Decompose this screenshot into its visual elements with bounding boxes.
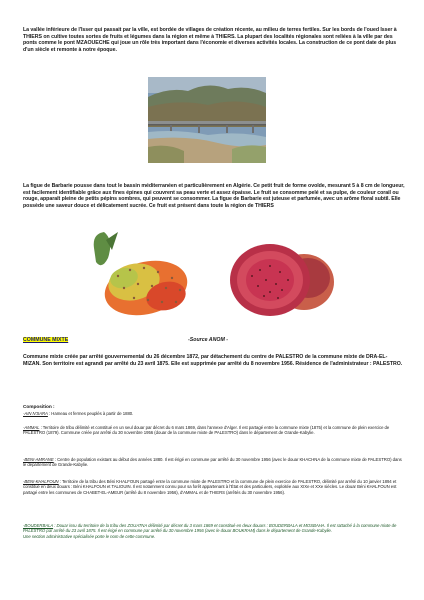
list-item-text: : Territoire de tribu délimité et constitué en un seul douar par décret du 6 mars 1869, dans l'annexe d'Alger. Il est partagé entre la commune mixte (1875) et la commune de plein exercice de PALESTRO (1879). Commune créée par arrêté du 30 novembre 1956 (douar de la commune mixte de PALESTRO) dans le département de Grande-Kabylie. (23, 425, 390, 436)
list-item (23, 411, 405, 416)
bridge-photo (148, 77, 266, 163)
list-item-text: : Centre de population existant au début des années 1880. Il est érigé en commune par arrêté du 30 novembre 1956 (avec le douar KHACHNA de la commune mixte de PALESTRO) dans le département de Grande-Kabylie. (23, 457, 402, 468)
list-item (23, 523, 405, 539)
prickly-pear-whole-photo (88, 230, 201, 320)
commune-description: Commune mixte créée par arrêté gouvernemental du 26 décembre 1872, par détachement du centre de PALESTRO de la commune mixte de DRA-EL-MIZAN. Son territoire est agrandi par arrêté du 23 avril 1875. Elle est supprimée par arrêté du 8 novembre 1956. Résidence de l'administrateur : PALESTRO. (23, 354, 403, 367)
commune-header-row (23, 337, 405, 345)
prickly-pear-paragraph: La figue de Barbarie pousse dans tout le bassin méditerranéen et particulièrement en Algérie. Ce petit fruit de forme ovoïde, mesurant 5 à 8 cm de longueur, est facilement identifiable grâce aux fines épines qui couvrent sa peau verte et assez épaisse. Le fruit se consomme pelé et sa pulpe, de couleur corail ou rouge, apparaît pleine de petits pépins sombres, qui peuvent se consommer. La figue de Barbarie est juteuse et parfumée, avec un arôme floral subtil. Elle possède une saveur douce et délicatement sucrée. Ce fruit est présent dans toute la région de THIERS (23, 183, 405, 209)
list-item (23, 479, 405, 495)
list-item (23, 425, 405, 436)
list-item-name: -BOUDERBALA (23, 523, 54, 528)
list-item-name: -BENI-KHALFOUN (23, 479, 59, 484)
intro-paragraph: La vallée inférieure de l'Isser qui passait par la ville, est bordée de villages de création récente, au milieu de terres fertiles. Sur les bords de l'oued Isser à THIERS on cultive toutes sortes de fruits et légumes dans la région et même à THIERS. La plupart des localités régionales sont reliées à la ville par des ponts comme le pont MZAOUECHE qui joue un rôle très important dans l'économie et diverses activités locales. La construction de ce pont date de plus d'un siècle et remonte à notre époque. (23, 27, 397, 53)
list-item-text: : Territoire de la tribu des Béni KHALFOUN partagé entre la commune mixte de PALESTRO et la commune de plein exercice de PALESTRO, délimité par arrêté du 10 janvier 1894 et constitué en deux douars : Béni KHALFOUN et TALIOUIN. Il est notamment connu pour sa forêt appartenant à l'État et des particuliers, exploitée aux XIXe et XXe siècles. Le douar Béni KHALFOUN est partagé entre les communes de CHABET-EL-AMEUR (arrêté du 8 novembre 1956), d'AMMAL et de THIERS (arrêtés du 30 novembre 1956). (23, 479, 397, 495)
prickly-pear-cut-photo (222, 230, 340, 322)
list-item-name: -BENI-AMRANE (23, 457, 54, 462)
composition-heading: Composition : (23, 405, 55, 410)
list-item-text: : Hameau et fermes peuplés à partir de 1880. (47, 411, 134, 416)
list-item-name: -AIN N'SARA (23, 411, 48, 416)
source-note: -Source ANOM - (188, 337, 229, 343)
commune-mixte-title: COMMUNE MIXTE (23, 337, 69, 343)
list-item-name: -AMMAL (23, 425, 40, 430)
list-item-text: : Douar issu du territoire de la tribu des ZOUATNA délimité par décret du 3 mars 1869 et constitué en deux douars : BOUDERBALA et MOSBAHA. Il est rattaché à la commune mixte de PALESTRO par arrêté du 23 avril 1875. Il est érigé en commune par arrêté du 30 novembre 1956 (avec le douar BOUKRAM) dans le département de Grande-Kabylie. (23, 523, 397, 534)
list-item-text: Une section administrative spécialisée porte le nom de cette commune. (23, 533, 156, 539)
list-item (23, 457, 405, 468)
